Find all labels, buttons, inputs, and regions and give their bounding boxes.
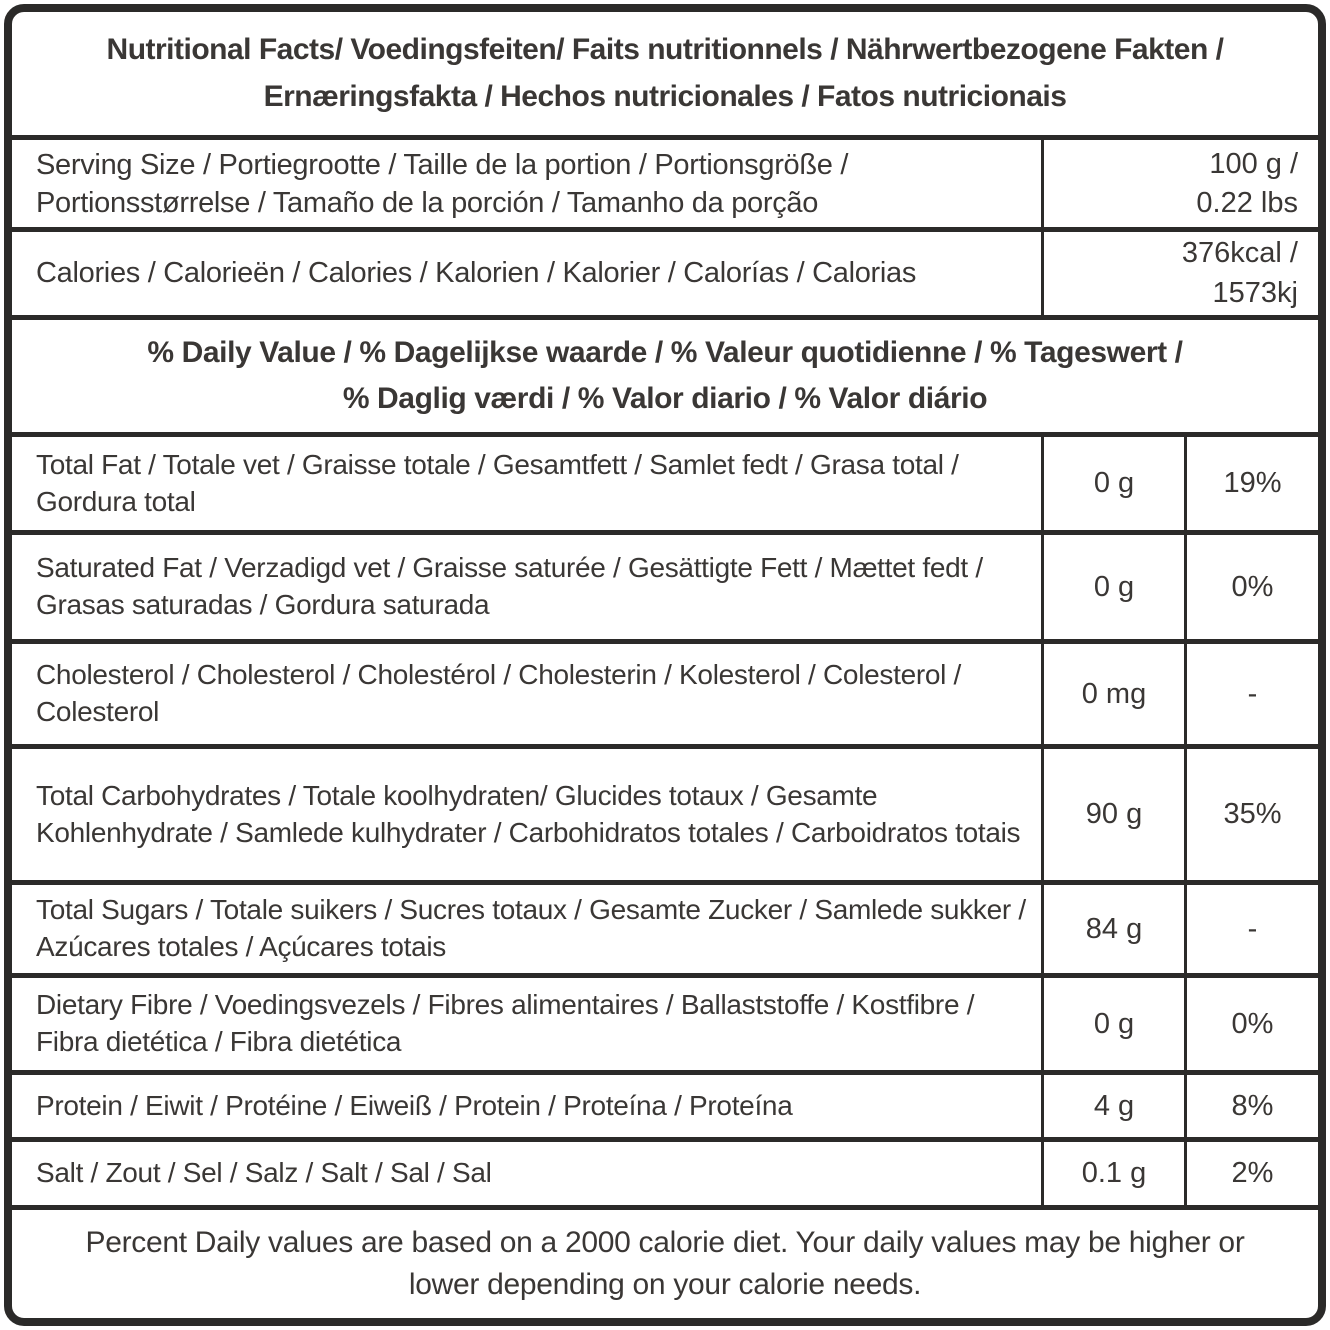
nutrient-amount: 0.1 g (1041, 1142, 1184, 1205)
nutrition-facts-label (4, 4, 1326, 1326)
serving-size-row (12, 135, 1318, 227)
nutrient-amount: 4 g (1041, 1075, 1184, 1137)
nutrient-label: Total Sugars / Totale suikers / Sucres totaux / Gesamte Zucker / Samlede sukker / Azúcares totales / Açúcares totais (36, 894, 1026, 962)
nutrient-amount: 0 mg (1041, 644, 1184, 744)
serving-size-value-line2: 0.22 lbs (1196, 187, 1298, 220)
nutrient-percent: - (1184, 885, 1318, 973)
nutrient-amount: 84 g (1041, 885, 1184, 973)
calories-row (12, 227, 1318, 315)
serving-size-value-line1: 100 g / (1209, 148, 1298, 181)
daily-value-header (12, 315, 1318, 432)
nutrient-amount: 0 g (1041, 437, 1184, 530)
nutrient-amount: 90 g (1041, 749, 1184, 880)
nutrient-row-protein (12, 1070, 1318, 1137)
nutrient-row-total-sugars (12, 880, 1318, 973)
nutrient-row-total-carbohydrates (12, 744, 1318, 880)
serving-size-value (1041, 140, 1318, 229)
nutrient-label: Salt / Zout / Sel / Salz / Salt / Sal / Sal (36, 1157, 492, 1189)
serving-size-label: Serving Size / Portiegrootte / Taille de la portion / Portionsgröße / Portionsstørrelse / Tamaño de la porción / Tamanho da porção (36, 149, 849, 220)
daily-value-header-line2: % Daglig værdi / % Valor diario / % Valor diário (342, 382, 988, 415)
label-title (12, 12, 1318, 135)
nutrient-row-total-fat (12, 432, 1318, 530)
nutrient-label: Total Fat / Totale vet / Graisse totale / Gesamtfett / Samlet fedt / Grasa total / Gordura total (36, 448, 959, 517)
nutrient-percent: 0% (1184, 978, 1318, 1070)
nutrient-percent: 35% (1184, 749, 1318, 880)
calories-value-line1: 376kcal / (1181, 237, 1298, 270)
nutrient-row-cholesterol (12, 639, 1318, 744)
calories-value-line2: 1573kj (1212, 276, 1298, 309)
nutrient-percent: 19% (1184, 437, 1318, 530)
nutrient-percent: - (1184, 644, 1318, 744)
nutrient-row-dietary-fibre (12, 973, 1318, 1070)
nutrient-amount: 0 g (1041, 978, 1184, 1070)
nutrient-label: Cholesterol / Cholesterol / Cholestérol / Cholesterin / Kolesterol / Colesterol / Colesterol (36, 659, 962, 727)
nutrient-label: Saturated Fat / Verzadigd vet / Graisse saturée / Gesättigte Fett / Mættet fedt / Grasas saturadas / Gordura saturada (36, 552, 983, 620)
calories-value (1041, 232, 1318, 315)
nutrient-label: Protein / Eiwit / Protéine / Eiweiß / Protein / Proteína / Proteína (36, 1089, 793, 1121)
calories-label: Calories / Calorieën / Calories / Kalorien / Kalorier / Calorías / Calorias (36, 257, 917, 290)
label-title-line2: Ernæringsfakta / Hechos nutricionales / Fatos nutricionais (263, 79, 1067, 113)
label-title-line1: Nutritional Facts/ Voedingsfeiten/ Faits nutritionnels / Nährwertbezogene Fakten / (106, 33, 1224, 66)
nutrient-row-salt (12, 1137, 1318, 1205)
nutrient-percent: 2% (1184, 1142, 1318, 1205)
nutrient-amount: 0 g (1041, 535, 1184, 639)
nutrient-percent: 8% (1184, 1075, 1318, 1137)
daily-value-disclaimer: Percent Daily values are based on a 2000 calorie diet. Your daily values may be higher or lower depending on your calorie needs. (12, 1205, 1318, 1318)
nutrient-percent: 0% (1184, 535, 1318, 639)
nutrient-label: Total Carbohydrates / Totale koolhydraten/ Glucides totaux / Gesamte Kohlenhydrate / Samlede kulhydrater / Carbohidratos totales / Carboidratos totais (36, 779, 1021, 848)
daily-value-header-line1: % Daily Value / % Dagelijkse waarde / % Valeur quotidienne / % Tageswert / (147, 335, 1183, 369)
nutrient-label: Dietary Fibre / Voedingsvezels / Fibres alimentaires / Ballaststoffe / Kostfibre / Fibra dietética / Fibra dietética (36, 989, 975, 1057)
nutrient-row-saturated-fat (12, 530, 1318, 639)
